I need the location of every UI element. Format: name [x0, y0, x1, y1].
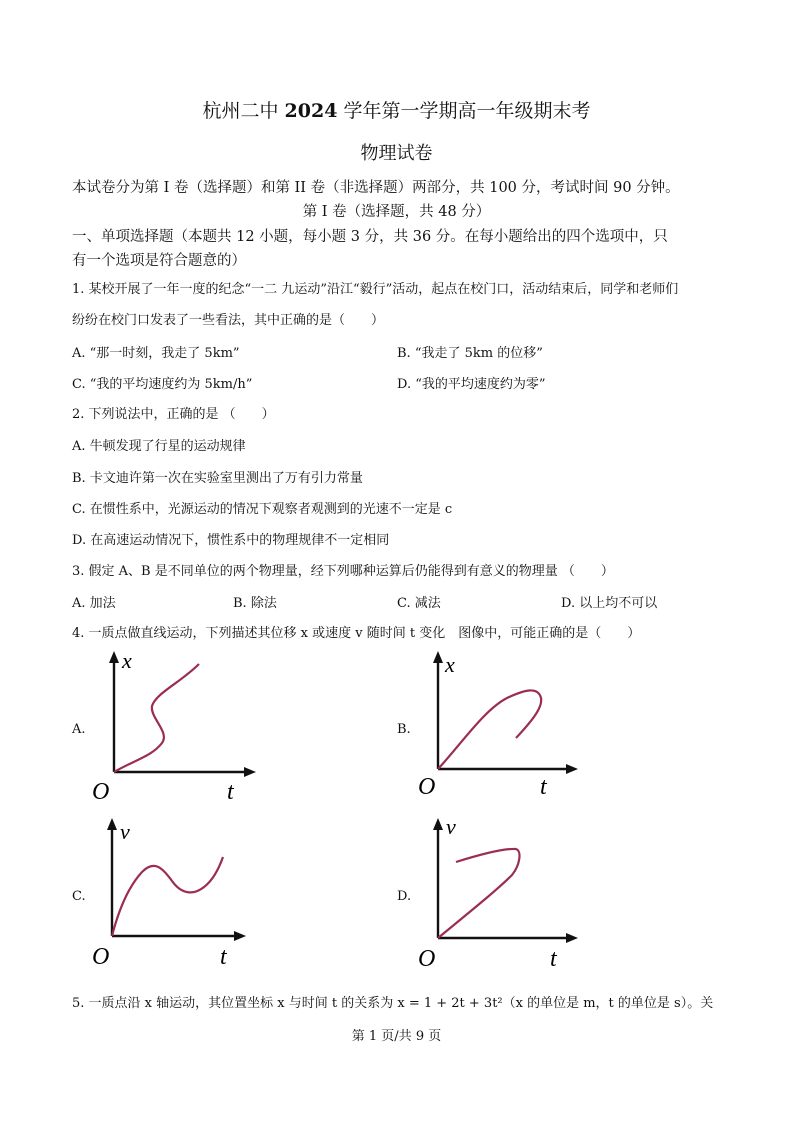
title-year: 2024 [284, 100, 338, 122]
q1-stem-1: 1. 某校开展了一年一度的纪念“一二 九运动”沿江“毅行”活动，起点在校门口，活动结束后，同学和老师们 [72, 282, 679, 297]
graph-a-origin: O [92, 779, 110, 805]
graph-d-x-label: t [550, 946, 557, 972]
graph-a-y-label: x [122, 648, 132, 673]
graph-c [90, 815, 265, 975]
graph-c-curve [112, 857, 223, 936]
graph-a-label: A. [72, 722, 86, 737]
q1-option-a: A. “那一时刻，我走了 5km” [72, 346, 240, 361]
q2-stem: 2. 下列说法中，正确的是 （ ） [72, 407, 275, 422]
exam-subtitle: 物理试卷 [360, 143, 433, 164]
q3-option-d: D. 以上均不可以 [561, 596, 658, 611]
graph-b [412, 648, 587, 808]
q5-stem: 5. 一质点沿 x 轴运动，其位置坐标 x 与时间 t 的关系为 x = 1 + 2t + 3t²（x 的单位是 m，t 的单位是 s）。关 [72, 996, 714, 1011]
graph-d-y-arrow [433, 818, 443, 830]
title-post: 学年第一学期高一年级期末考 [337, 100, 591, 122]
q1-option-b: B. “我走了 5km 的位移” [397, 346, 543, 361]
graph-b-x-label: t [540, 774, 547, 800]
graph-b-x-arrow [566, 764, 578, 774]
exam-title [0, 96, 793, 123]
section-heading-1: 一、单项选择题（本题共 12 小题，每小题 3 分，共 36 分。在每小题给出的四个选项中，只 [72, 229, 668, 245]
graph-a-x-arrow [244, 767, 256, 777]
graph-d-y-label: v [446, 815, 456, 839]
graph-d-origin: O [418, 946, 436, 972]
graph-b-curve [438, 690, 541, 769]
intro-line: 本试卷分为第 I 卷（选择题）和第 II 卷（非选择题）两部分，共 100 分，考试时间 90 分钟。 [72, 180, 680, 196]
graph-a-y-arrow [109, 651, 119, 663]
q2-option-c: C. 在惯性系中，光源运动的情况下观察者观测到的光速不一定是 c [72, 502, 453, 517]
page-number: 第 1 页/共 9 页 [351, 1029, 442, 1044]
graph-b-y-arrow [433, 651, 443, 663]
graph-a-x-label: t [227, 779, 234, 805]
part-title: 第 I 卷（选择题，共 48 分） [302, 204, 491, 220]
graph-d [412, 815, 587, 975]
graph-d-curve [438, 849, 519, 938]
q2-option-a: A. 牛顿发现了行星的运动规律 [72, 439, 246, 454]
graph-a [90, 648, 265, 808]
q3-option-c: C. 减法 [397, 596, 441, 611]
graph-d-label: D. [397, 889, 412, 904]
graph-c-x-arrow [234, 931, 246, 941]
graph-d-x-arrow [566, 933, 578, 943]
title-pre: 杭州二中 [202, 100, 285, 122]
q3-stem: 3. 假定 A、B 是不同单位的两个物理量，经下列哪种运算后仍能得到有意义的物理量 （ ） [72, 564, 614, 579]
graph-b-y-label: x [445, 652, 455, 677]
graph-c-x-label: t [220, 944, 227, 970]
q3-option-a: A. 加法 [72, 596, 116, 611]
graph-b-label: B. [397, 722, 411, 737]
q1-option-d: D. “我的平均速度约为零” [397, 377, 546, 392]
q4-stem: 4. 一质点做直线运动，下列描述其位移 x 或速度 v 随时间 t 变化 图像中，可能正确的是（ ） [72, 626, 641, 641]
graph-c-y-arrow [107, 818, 117, 830]
graph-c-y-label: v [120, 819, 130, 844]
graph-a-curve [114, 664, 199, 772]
q2-option-d: D. 在高速运动情况下，惯性系中的物理规律不一定相同 [72, 533, 390, 548]
graph-c-origin: O [92, 944, 110, 970]
q3-option-b: B. 除法 [233, 596, 277, 611]
graph-b-origin: O [418, 774, 436, 800]
q1-stem-2: 纷纷在校门口发表了一些看法，其中正确的是（ ） [72, 313, 385, 328]
graph-c-label: C. [72, 889, 86, 904]
q1-option-c: C. “我的平均速度约为 5km/h” [72, 377, 253, 392]
q2-option-b: B. 卡文迪许第一次在实验室里测出了万有引力常量 [72, 471, 363, 486]
section-heading-2: 有一个选项是符合题意的） [72, 253, 246, 269]
